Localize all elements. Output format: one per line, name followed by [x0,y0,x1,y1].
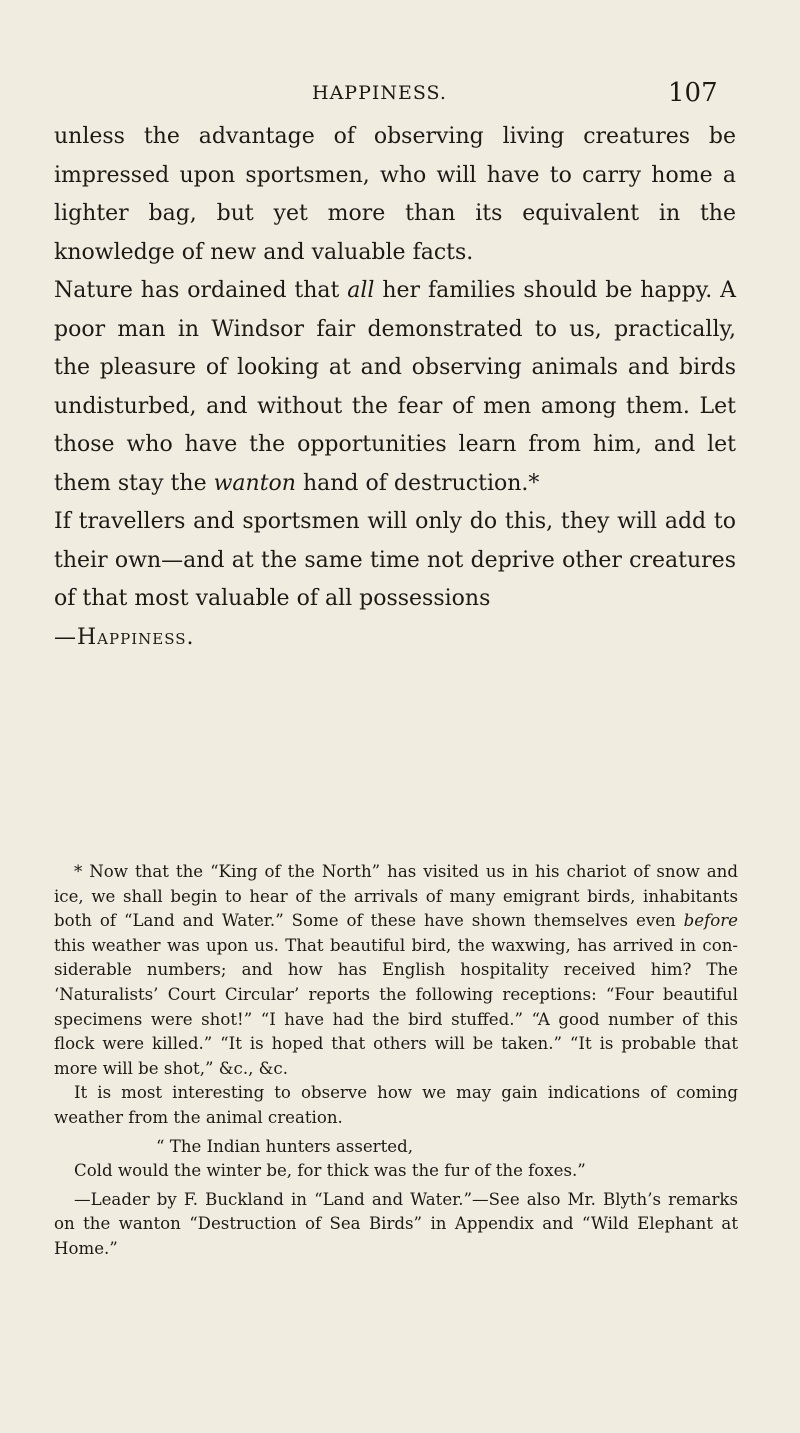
paragraph-3-signoff [54,619,736,658]
footnote-2-text: It is most interesting to observe how we may gain indications of coming weather from the animal creation. [54,1083,738,1127]
signoff-happiness: —Happiness. [54,624,195,650]
footnote-2 [54,1081,738,1130]
footnote-3-text: —Leader by F. Buckland in “Land and Water.”—See also Mr. Blyth’s remarks on the wanton “Destruction of Sea Birds” in Appendix and “Wild Elephant at Home.” [54,1189,738,1258]
paragraph-2-text-a: Nature has ordained that [54,278,348,303]
paragraph-3-text: If travellers and sportsmen will only do this, they will add to their own—and at the same time not deprive other creatures of that most valuable of all possessions [54,509,736,611]
verse-line-1: “ The Indian hunters asserted, [156,1136,413,1156]
verse-quote [54,1135,738,1184]
running-head [0,78,800,112]
paragraph-1-text: unless the advantage of observing living creatures be impressed upon sportsmen, who will have to carry home a lighter bag, but yet more than its equivalent in the knowledge of new and valuable facts. [54,124,736,265]
footnote-3 [54,1188,738,1262]
verse-line-2: Cold would the winter be, for thick was the fur of the foxes.” [74,1161,586,1181]
paragraph-2-text-b: her families should be happy. A poor man in Windsor fair demonstrated to us, practically, the pleasure of looking at and observing animals and birds undisturbed, and without the fear of men among them. Let those who have the opportunities learn from him, and let them stay the [54,278,736,496]
emphasis-before: before [683,911,738,931]
footnote-1 [54,860,738,1081]
footnotes [54,860,738,1262]
emphasis-all: all [347,278,375,303]
paragraph-2-text-c: hand of destruction.* [295,470,540,496]
main-text [54,118,736,657]
paragraph-2 [54,272,736,503]
emphasis-wanton: wanton [213,470,296,496]
paragraph-1 [54,118,736,272]
footnote-1-text-a: * Now that the “King of the North” has visited us in his chariot of snow and ice, we shall begin to hear of the arrivals of many emigrant birds, inhabitants both of “Land and Water.” Some of these have shown themselves even [54,862,738,931]
running-title: HAPPINESS. [312,82,447,104]
page-number: 107 [668,78,718,108]
footnote-1-text-b: this weather was upon us. That beautiful bird, the waxwing, has arrived in considerable numbers; and how has English hospitality received him? The ‘Naturalists’ Court Circular’ reports the following receptions: “Four beautiful specimens were shot!” “I have had the bird stuffed.” “A good number of this flock were killed.” “It is hoped that others will be taken.” “It is probable that more will be shot,” &c., &c. [54,935,738,1078]
paragraph-3 [54,503,736,619]
